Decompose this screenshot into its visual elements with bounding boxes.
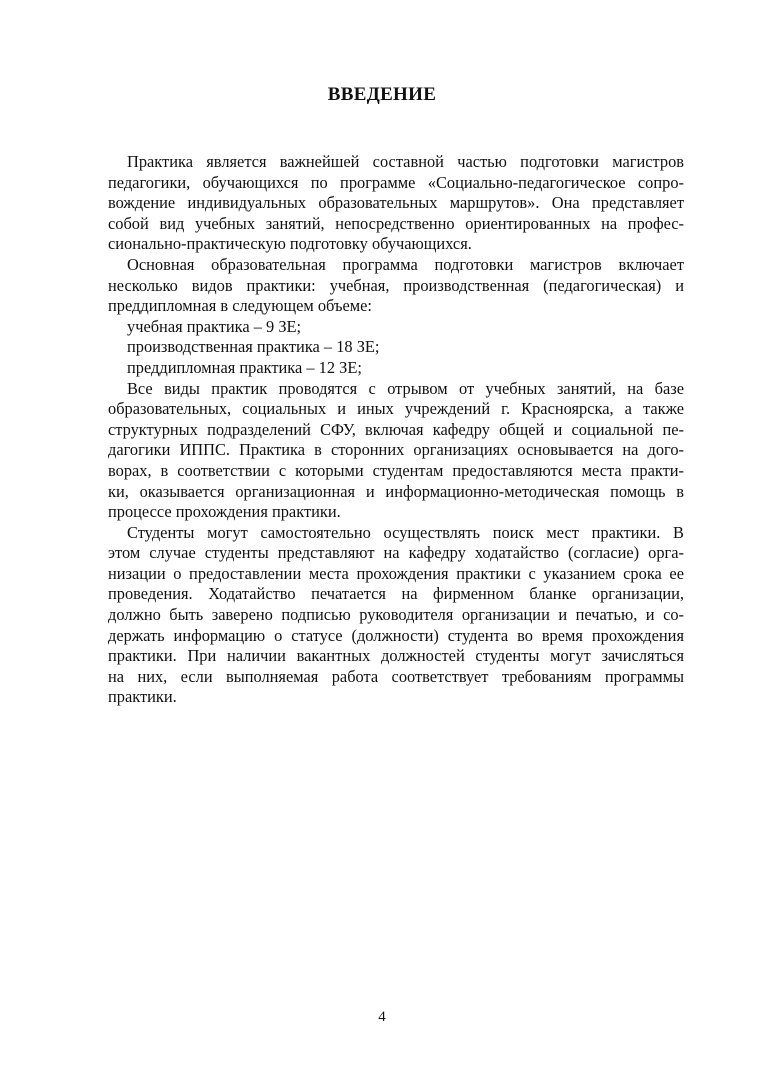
- text-line: держать информацию о статусе (должности) студента во время прохождения: [108, 625, 684, 645]
- text-line: ворах, в соответствии с которыми студентам предоставляются места практи-: [108, 460, 684, 480]
- list-item: преддипломная практика – 12 ЗЕ;: [127, 357, 362, 377]
- text-line: практики. При наличии вакантных должностей студенты могут зачисляться: [108, 646, 684, 666]
- text-line: Основная образовательная программа подготовки магистров включает: [127, 254, 684, 274]
- text-line: образовательных, социальных и иных учреждений г. Красноярска, а также: [108, 399, 684, 419]
- paragraph-practice-base: [108, 379, 684, 523]
- text-line: практики.: [108, 687, 177, 707]
- text-line: Все виды практик проводятся с отрывом от учебных занятий, на базе: [127, 378, 684, 398]
- text-line: процессе прохождения практики.: [108, 502, 341, 522]
- text-line: на них, если выполняемая работа соответствует требованиям программы: [108, 666, 684, 686]
- text-line: преддипломная в следующем объеме:: [108, 296, 372, 316]
- text-line: вождение индивидуальных образовательных маршрутов». Она представляет: [108, 193, 684, 213]
- document-body: [108, 152, 684, 708]
- page-title: ВВЕДЕНИЕ: [327, 84, 437, 105]
- paragraph-intro: [108, 152, 684, 255]
- text-line: низации о предоставлении места прохождения практики с указанием срока ее: [108, 563, 684, 583]
- list-item: производственная практика – 18 ЗЕ;: [127, 337, 380, 357]
- practice-list: [108, 317, 684, 379]
- paragraph-program: [108, 255, 684, 317]
- text-line: Практика является важнейшей составной частью подготовки магистров: [127, 152, 684, 171]
- text-line: должно быть заверено подписью руководителя организации и печатью, и со-: [108, 605, 684, 625]
- text-line: собой вид учебных занятий, непосредственно ориентированных на профес-: [108, 213, 684, 233]
- text-line: педагогики, обучающихся по программе «Социально-педагогическое сопро-: [108, 172, 684, 192]
- text-line: Студенты могут самостоятельно осуществлять поиск мест практики. В: [127, 522, 684, 542]
- text-line: дагогики ИППС. Практика в сторонних организациях основывается на дого-: [108, 440, 684, 460]
- text-line: этом случае студенты представляют на кафедру ходатайство (согласие) орга-: [108, 543, 684, 563]
- page-number: 4: [378, 1009, 386, 1025]
- text-line: сионально-практическую подготовку обучающихся.: [108, 234, 472, 254]
- text-line: несколько видов практики: учебная, производственная (педагогическая) и: [108, 275, 684, 295]
- paragraph-self-search: [108, 523, 684, 708]
- list-item: учебная практика – 9 ЗЕ;: [127, 316, 302, 336]
- text-line: проведения. Ходатайство печатается на фирменном бланке организации,: [108, 584, 684, 604]
- text-line: ки, оказывается организационная и информационно-методическая помощь в: [108, 481, 684, 501]
- text-line: структурных подразделений СФУ, включая кафедру общей и социальной пе-: [108, 419, 684, 439]
